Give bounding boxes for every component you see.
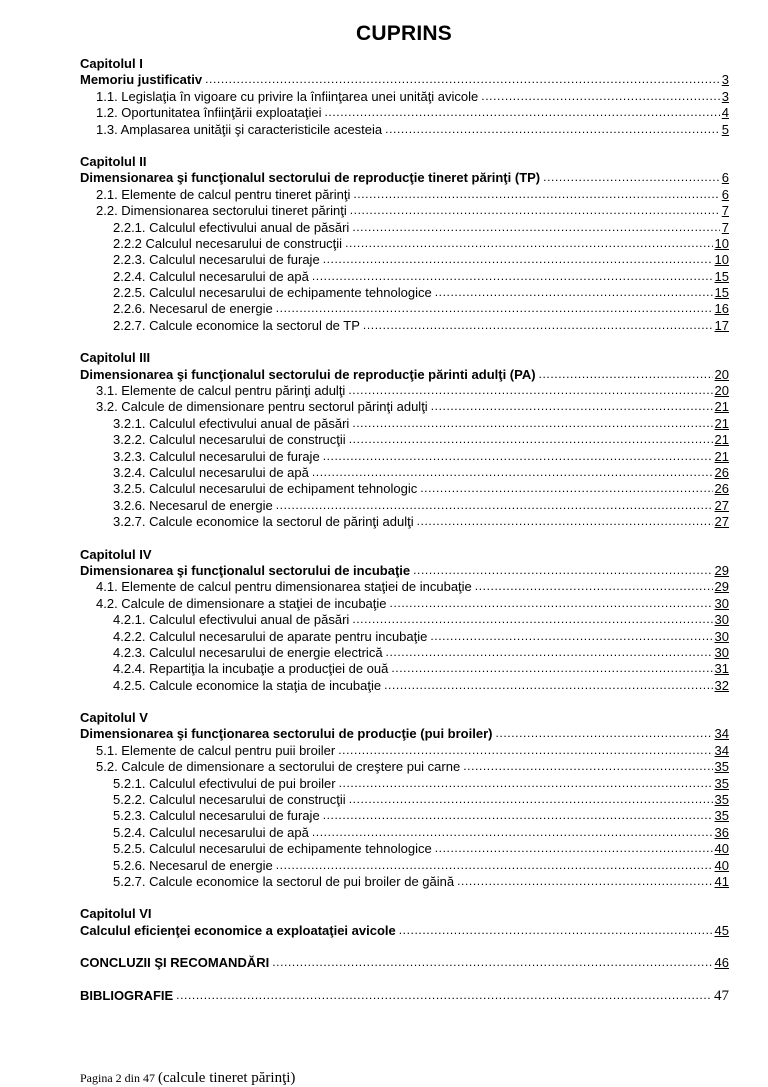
toc-entry[interactable] [80,269,729,285]
toc-entry[interactable] [80,89,729,105]
toc-dot-leader [350,202,720,218]
toc-entry[interactable] [80,105,729,121]
toc-entry-label: Dimensionarea şi funcţionalul sectorului de reproducţie părinti adulţi (PA) [80,366,536,382]
toc-entry[interactable] [80,481,729,497]
toc-entry-label: 4.2.1. Calculul efectivului anual de păsări [113,612,350,628]
toc-entry-label: 2.2.3. Calculul necesarului de furaje [113,252,320,268]
toc-page-number[interactable]: 40 [714,841,729,857]
toc-entry-label: 3.2.7. Calcule economice la sectorul de părinţi adulţi [113,514,414,530]
toc-entry-label: 2.1. Elemente de calcul pentru tineret părinţi [96,186,351,202]
toc-page-number[interactable]: 6 [721,170,729,186]
toc-dot-leader [457,873,712,889]
toc-dot-leader [312,824,713,840]
toc-entry-label: 3.2.6. Necesarul de energie [113,497,273,513]
toc-page-number[interactable]: 45 [714,922,729,938]
toc-page-number[interactable]: 40 [714,857,729,873]
section-gap [80,694,729,710]
toc-entry[interactable] [80,449,729,465]
toc-page-number[interactable]: 21 [714,432,729,448]
toc-entry-label: 4.2.4. Repartiţia la incubaţie a producţiei de ouă [113,661,389,677]
toc-entry[interactable] [80,203,729,219]
toc-page-number[interactable]: 29 [714,579,729,595]
toc-entry[interactable] [80,432,729,448]
toc-page-number[interactable]: 6 [721,186,729,202]
toc-entry[interactable] [80,726,729,742]
toc-dot-leader [324,104,719,120]
toc-dot-leader [353,186,719,202]
page-footer [80,1070,295,1087]
toc-entry-label: 5.1. Elemente de calcul pentru puii broiler [96,742,336,758]
chapter-heading: Capitolul III [80,350,151,366]
toc-entry[interactable] [80,187,729,203]
toc-page-number[interactable]: 10 [714,235,729,251]
toc-entry[interactable] [80,645,729,661]
toc-entry[interactable] [80,399,729,415]
toc-dot-leader [431,398,713,414]
toc-page-number[interactable]: 3 [721,72,729,88]
toc-dot-leader [276,857,713,873]
toc-entry-label: 1.3. Amplasarea unităţii şi caracteristicile acesteia [96,121,383,137]
toc-dot-leader [463,758,712,774]
toc-dot-leader [413,562,712,578]
toc-page-number[interactable]: 46 [714,955,729,971]
toc-entry-label: 5.2.5. Calculul necesarului de echipamente tehnologice [113,841,432,857]
toc-entry-label: 5.2.2. Calculul necesarului de construcţii [113,792,346,808]
section-gap [80,972,729,988]
toc-page-number[interactable]: 27 [714,497,729,513]
toc-entry[interactable] [80,596,729,612]
section-gap [80,334,729,350]
toc-entry-label: 2.2.6. Necesarul de energie [113,301,273,317]
toc-entry-label: Memoriu justificativ [80,72,203,88]
toc-entry-label: 5.2.7. Calcule economice la sectorul de pui broiler de găină [113,873,455,889]
toc-entry-label: 4.1. Elemente de calcul pentru dimensionarea staţiei de incubaţie [96,579,472,595]
toc-dot-leader [420,480,712,496]
toc-entry[interactable] [80,759,729,775]
toc-dot-leader [276,300,713,316]
toc-page-number[interactable]: 47 [714,987,729,1004]
toc-dot-leader [338,742,712,758]
toc-page-number[interactable]: 29 [714,562,729,578]
toc-dot-leader [348,382,712,398]
toc-entry-label: 3.2. Calcule de dimensionare pentru sectorul părinţi adulţi [96,399,428,415]
toc-entry-label: 2.2.1. Calculul efectivului anual de păsări [113,219,350,235]
chapter-heading: Capitolul I [80,56,143,71]
toc-dot-leader [352,415,712,431]
toc-entry[interactable] [80,465,729,481]
toc-dot-leader [495,725,712,741]
toc-entry-label: 3.2.2. Calculul necesarului de construcţii [113,432,346,448]
toc-dot-leader [390,595,713,611]
footer-note: (calcule tineret părinţi) [158,1070,296,1086]
toc-entry-label: 2.2. Dimensionarea sectorului tineret părinţi [96,203,347,219]
toc-entry-label: Calculul eficienţei economice a exploataţiei avicole [80,922,396,938]
toc-page-number[interactable]: 30 [714,612,729,628]
toc-entry[interactable] [80,678,729,694]
toc-dot-leader [363,317,713,333]
toc-page-number[interactable]: 21 [714,448,729,464]
toc-dot-leader [475,578,713,594]
toc-entry-label: 2.2.5. Calculul necesarului de echipamente tehnologice [113,285,432,301]
toc-dot-leader [543,169,720,185]
toc-page-number[interactable]: 41 [714,873,729,889]
toc-page-number[interactable]: 4 [721,105,729,121]
chapter-heading: Capitolul VI [80,906,152,922]
toc-entry[interactable] [80,743,729,759]
toc-page-number[interactable]: 26 [714,464,729,480]
toc-entry-label: Dimensionarea şi funcţionalul sectorului de incubaţie [80,562,411,578]
toc-entry[interactable] [80,318,729,334]
toc-page-number[interactable]: 30 [714,628,729,644]
toc-page-number[interactable]: 21 [714,415,729,431]
toc-dot-leader [481,88,719,104]
toc-page-number[interactable]: 15 [714,285,729,301]
toc-dot-leader [276,497,713,513]
toc-dot-leader [386,644,713,660]
toc-entry-label: 2.2.2 Calculul necesarului de construcţii [113,235,343,251]
toc-entry[interactable] [80,808,729,824]
toc-dot-leader [352,611,712,627]
toc-entry-label: 2.2.4. Calculul necesarului de apă [113,268,309,284]
toc-entry-label: 4.2.5. Calcule economice la staţia de incubaţie [113,677,382,693]
toc-entry[interactable] [80,955,729,971]
toc-page-number[interactable]: 35 [714,808,729,824]
toc-page-number[interactable]: 15 [714,268,729,284]
toc-page-number[interactable]: 35 [714,792,729,808]
chapter-heading: Capitolul V [80,710,148,726]
chapter-heading: Capitolul II [80,153,147,169]
toc-entry[interactable] [80,579,729,595]
toc-page-number[interactable]: 27 [714,514,729,530]
toc-entry-label: BIBLIOGRAFIE [80,987,174,1003]
toc-entry[interactable] [80,825,729,841]
toc-entry-label: 4.2.3. Calculul necesarului de energie electrică [113,644,383,660]
toc-page-number[interactable]: 32 [714,677,729,693]
toc-entry-label: 5.2.3. Calculul necesarului de furaje [113,808,320,824]
toc-entry-label: Dimensionarea şi funcţionarea sectorului de producţie (pui broiler) [80,726,493,742]
footer-page-label: Pagina 2 din 47 [80,1071,155,1085]
toc-entry[interactable] [80,122,729,138]
toc-page-number[interactable]: 5 [721,121,729,137]
toc-entry-label: 3.1. Elemente de calcul pentru părinţi adulţi [96,383,346,399]
toc-entry[interactable] [80,841,729,857]
toc-entry[interactable] [80,72,729,88]
section-gap [80,939,729,955]
toc-entry-label: 3.2.1. Calculul efectivului anual de păsări [113,415,350,431]
toc-entry[interactable] [80,776,729,792]
toc-page-number[interactable]: 35 [714,775,729,791]
toc-entry-label: 3.2.4. Calculul necesarului de apă [113,464,309,480]
chapter-heading: Capitolul IV [80,546,152,562]
toc-entry-label: 5.2.4. Calculul necesarului de apă [113,824,309,840]
section-gap [80,531,729,547]
toc-entry[interactable] [80,514,729,530]
toc-dot-leader [391,660,712,676]
toc-entry-label: 5.2.6. Necesarul de energie [113,857,273,873]
toc-entry-label: 5.2. Calcule de dimensionare a sectorului de creştere pui carne [96,759,461,775]
toc-entry[interactable] [80,170,729,186]
toc-entry[interactable] [80,858,729,874]
toc-entry-label: 5.2.1. Calculul efectivului de pui broiler [113,775,336,791]
toc-dot-leader [435,840,713,856]
toc-entry[interactable] [80,220,729,236]
toc-page-number[interactable]: 31 [714,661,729,677]
toc-entry[interactable] [80,923,729,939]
toc-page-number[interactable]: 17 [714,317,729,333]
table-of-contents [80,56,729,1004]
toc-entry-label: 2.2.7. Calcule economice la sectorul de TP [113,317,360,333]
toc-page-number[interactable]: 34 [714,726,729,742]
toc-entry[interactable] [80,792,729,808]
toc-entry-label: 4.2. Calcule de dimensionare a staţiei de incubaţie [96,595,387,611]
toc-dot-leader [323,448,713,464]
toc-dot-leader [339,775,713,791]
toc-dot-leader [345,235,712,251]
page-title: CUPRINS [356,22,452,45]
toc-page-number[interactable]: 35 [714,759,729,775]
toc-entry[interactable] [80,416,729,432]
toc-dot-leader [312,268,713,284]
toc-entry[interactable] [80,612,729,628]
toc-entry-label: CONCLUZII ŞI RECOMANDĂRI [80,955,270,971]
toc-dot-leader [385,121,720,137]
toc-page-number[interactable]: 26 [714,481,729,497]
toc-page-number[interactable]: 34 [714,742,729,758]
toc-dot-leader [349,791,713,807]
section-gap [80,890,729,906]
toc-page-number[interactable]: 30 [714,644,729,660]
toc-page-number[interactable]: 10 [714,252,729,268]
toc-dot-leader [430,628,712,644]
toc-dot-leader [205,71,720,87]
toc-dot-leader [176,987,712,1003]
toc-entry[interactable] [80,236,729,252]
toc-entry-label: 3.2.3. Calculul necesarului de furaje [113,448,320,464]
toc-page-number[interactable]: 30 [714,595,729,611]
toc-page-number[interactable]: 7 [721,219,729,235]
toc-entry[interactable] [80,661,729,677]
toc-page-number[interactable]: 3 [721,88,729,104]
toc-page-number[interactable]: 20 [714,383,729,399]
toc-page-number[interactable]: 20 [714,366,729,382]
toc-entry-label: 3.2.5. Calculul necesarului de echipament tehnologic [113,481,418,497]
toc-entry[interactable] [80,874,729,890]
toc-dot-leader [323,807,713,823]
toc-entry[interactable] [80,383,729,399]
toc-dot-leader [435,284,713,300]
toc-page-number[interactable]: 36 [714,824,729,840]
toc-entry[interactable] [80,988,729,1004]
toc-entry[interactable] [80,367,729,383]
toc-entry-label: Dimensionarea şi funcţionalul sectorului de reproducţie tineret părinţi (TP) [80,170,541,186]
toc-entry[interactable] [80,498,729,514]
toc-dot-leader [352,219,719,235]
toc-entry[interactable] [80,252,729,268]
toc-entry[interactable] [80,563,729,579]
toc-page-number[interactable]: 21 [714,399,729,415]
section-gap [80,138,729,154]
toc-dot-leader [349,431,713,447]
toc-dot-leader [417,513,713,529]
toc-entry[interactable] [80,285,729,301]
toc-page-number[interactable]: 16 [714,301,729,317]
toc-dot-leader [272,954,712,970]
toc-entry[interactable] [80,629,729,645]
toc-dot-leader [399,922,713,938]
toc-entry-label: 1.2. Oportunitatea înfiinţării exploataţiei [96,105,322,121]
toc-entry-label: 4.2.2. Calculul necesarului de aparate pentru incubaţie [113,628,428,644]
toc-dot-leader [312,464,713,480]
toc-dot-leader [323,251,713,267]
toc-dot-leader [384,677,712,693]
toc-entry[interactable] [80,301,729,317]
toc-entry-label: 1.1. Legislaţia în vigoare cu privire la înfiinţarea unei unităţi avicole [96,88,479,104]
toc-page-number[interactable]: 7 [721,203,729,219]
toc-dot-leader [539,366,713,382]
